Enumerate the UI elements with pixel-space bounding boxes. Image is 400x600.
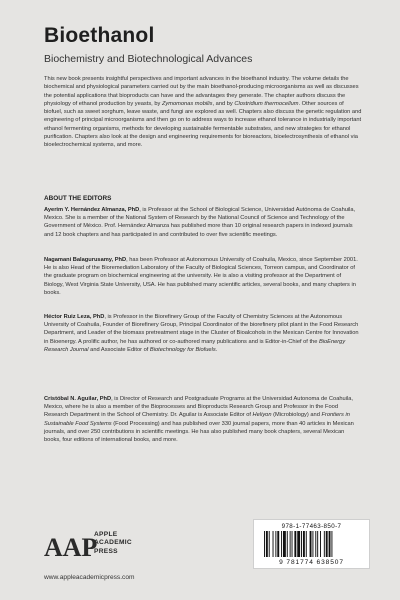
book-subtitle: Biochemistry and Biotechnological Advances — [44, 53, 253, 65]
aap-logo-icon — [44, 528, 98, 564]
barcode-icon — [264, 531, 359, 557]
editor-bio: Nagamani Balagurusamy, PhD, has been Professor at Autonomous University of Coahuila, Mexico, since September 2001. He is also Head of the Bioremediation Laboratory of the Faculty of Biological Sciences, Torreon campus, and Coordinator of the graduate program on biochemical engineering at the university. He is also a visiting professor at the Department of Biology, West Virginia State University, USA. He has published many scientific articles, several books, and many chapters in books. — [44, 257, 358, 296]
editor-name: Ayerim Y. Hernández Almanza, PhD — [44, 207, 140, 213]
organism-name: Clostridium thermocellum — [234, 100, 299, 107]
editor-bio: Héctor Ruiz Leza, PhD, is Professor in the Biorefinery Group of the Faculty of Chemistry Sciences at the Autonomous University of Coahuila, Founder of Biorefinery Group, Principal Coordinator of the biorefinery pilot plant in the Food Research Department, and Leader of the biomass pretreatment stage in the Cluster of Bioalcohols in the Mexican Centre for Innovation in Bioenergy. A prolific author, he has authored or co-authored many publications and is Editor-in-Chief of the BioEnergy Research Journal and Associate Editor of Biotechnology for Biofuels. — [44, 314, 359, 353]
isbn-barcode — [253, 519, 370, 569]
publisher-name: APPLE ACADEMIC PRESS — [94, 531, 132, 555]
isbn-number: 978-1-77463-850-7 — [281, 523, 342, 530]
editor-name: Cristóbal N. Aguilar, PhD — [44, 396, 112, 402]
editors-heading: ABOUT THE EDITORS — [44, 195, 112, 202]
editor-bio: Ayerim Y. Hernández Almanza, PhD, is Professor at the School of Biological Science, Universidad Autónoma de Coahuila, Mexico. She is a member of the National System of Research by the National Council of Science and Technology of the Government of México. Prof. Hernández Almanza has published more than 10 original research papers in indexed journals and 12 book chapters and has participated in and contributed to over five scientific meetings. — [44, 207, 356, 238]
editor-bio: Cristóbal N. Aguilar, PhD, is Director of Research and Postgraduate Programs at the Universidad Autonoma de Coahuila, Mexico, where he is also a member of the Bioprocesses and Bioproducts Research Group and Professor in the Food Research Department in the School of Chemistry. Dr. Aguilar is Associate Editor of Heliyon (Microbiology) and Frontiers in Sustainable Food Systems (Food Processing) and has published over 330 journal papers, more than 40 articles in Mexican journals, and over 250 contributions in scientific meetings. He has also published many book chapters, several Mexican books, four editions of international books, and more. — [44, 396, 354, 444]
publisher-website[interactable]: www.appleacademicpress.com — [44, 574, 135, 581]
svg-text:AAP: AAP — [44, 533, 98, 562]
publisher-logo — [44, 528, 164, 568]
organism-name: Zymomonas mobilis — [161, 100, 213, 107]
editor-name: Nagamani Balagurusamy, PhD — [44, 257, 127, 263]
editor-name: Héctor Ruiz Leza, PhD — [44, 314, 105, 320]
book-description: This new book presents insightful perspectives and important advances in the bioethanol industry. The volume details the biochemical and physiological parameters carried out by the main bioethanol-producing microorganisms as well as discusses the potential applications that bioproducts can have and the advantages they generate. The chapter authors discuss the physiology of ethanol production by yeasts, by Zymomonas mobilis, and by Clostridium thermocellum. Other sources of biofuel, such as sweet sorghum, leave waste, and fungi are explored as well. Chapters also discuss the genetic regulation and engineering of principal microorganisms and then go on to address ways to increase ethanol tolerance in industrially important ethanol fermenting organisms, methods for developing sustainable fermentable substrates, and new strategies for ethanol purification. Chapters also look at the design and engineering requirements for bioreactors, bioelectrosynthesis of ethanol via bioelectrochemical systems, and more. — [44, 76, 362, 148]
ean-number: 9 781774 638507 — [279, 559, 344, 566]
book-title: Bioethanol — [44, 24, 155, 47]
